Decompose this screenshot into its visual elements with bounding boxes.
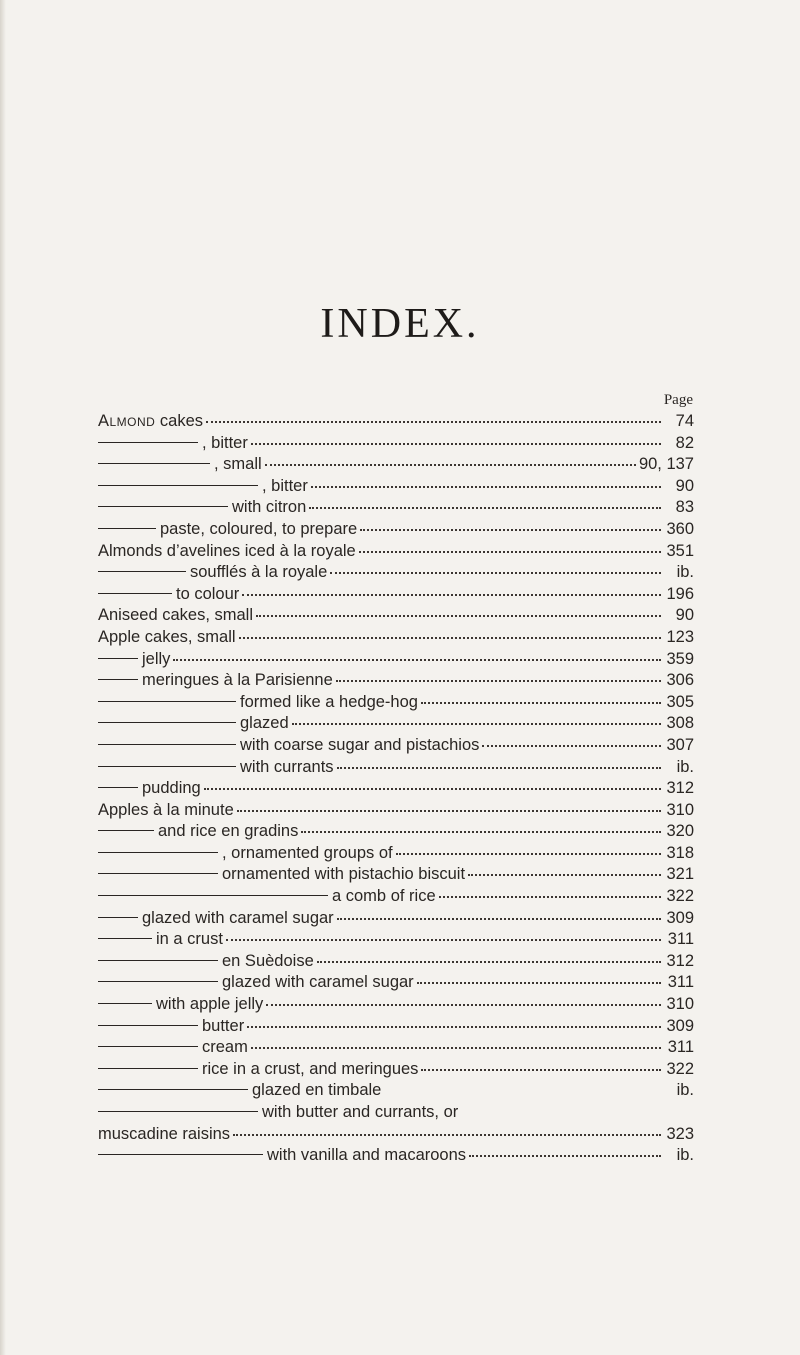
dot-leader	[265, 464, 636, 466]
dot-leader	[237, 810, 661, 812]
dot-leader	[396, 853, 661, 855]
entry-label	[98, 411, 203, 433]
ditto-dash	[98, 593, 172, 594]
entry-label	[267, 1145, 466, 1167]
dot-leader	[292, 723, 661, 725]
ditto-dash	[98, 528, 156, 529]
entry-label	[142, 778, 201, 800]
entry-text: with citron	[232, 498, 307, 517]
index-entry	[98, 411, 694, 433]
index-entry	[98, 1059, 694, 1081]
entry-label	[98, 605, 253, 627]
ditto-dash	[98, 1003, 152, 1004]
entry-page: ib.	[676, 563, 694, 582]
dot-leader	[359, 551, 661, 553]
entry-page: 323	[666, 1124, 694, 1143]
entry-label	[156, 929, 223, 951]
dot-leader	[469, 1155, 661, 1157]
entry-label	[176, 584, 239, 606]
index-entry	[98, 821, 694, 843]
ditto-dash	[98, 960, 218, 961]
index-entry	[98, 562, 694, 584]
entry-text: Aniseed cakes, small	[98, 606, 253, 625]
page-title: INDEX.	[320, 301, 480, 347]
index-entry	[98, 541, 694, 563]
entry-text: Apples à la minute	[98, 800, 234, 819]
entry-label	[332, 886, 436, 908]
entry-page: 351	[666, 541, 694, 560]
entry-page: 312	[666, 779, 694, 798]
entry-page: 311	[667, 930, 694, 949]
dot-leader	[301, 831, 661, 833]
entry-label	[240, 757, 334, 779]
dot-leader	[204, 788, 661, 790]
entry-page: 322	[666, 887, 694, 906]
index-entry	[98, 864, 694, 886]
index-entry	[98, 1016, 694, 1038]
entry-text: with vanilla and macaroons	[267, 1146, 467, 1165]
entry-label	[202, 1059, 418, 1081]
index-entry	[98, 994, 694, 1016]
entry-text: with coarse sugar and pistachios	[240, 735, 480, 754]
index-entry	[98, 433, 694, 455]
ditto-dash	[98, 506, 228, 507]
entry-text: glazed	[240, 714, 289, 733]
entry-page: 312	[666, 951, 694, 970]
dot-leader	[242, 594, 661, 596]
entry-label	[98, 800, 234, 822]
entry-label	[202, 433, 248, 455]
ditto-dash	[98, 571, 186, 572]
dot-leader	[206, 421, 661, 423]
entry-text: , small	[214, 455, 262, 474]
entry-text: pudding	[142, 779, 201, 798]
index-entry	[98, 454, 694, 476]
dot-leader	[226, 939, 661, 941]
index-entry	[98, 972, 694, 994]
dot-leader	[421, 1069, 661, 1071]
ditto-dash	[98, 917, 138, 918]
entry-label	[214, 454, 262, 476]
entry-page: 90, 137	[638, 455, 694, 474]
page-edge	[0, 0, 6, 1355]
entry-label	[142, 649, 170, 671]
index-entry	[98, 800, 694, 822]
entry-text: butter	[202, 1016, 245, 1035]
ditto-dash	[98, 442, 198, 443]
entry-label	[202, 1037, 248, 1059]
entry-label	[158, 821, 298, 843]
entry-page: 360	[666, 519, 694, 538]
entry-lead-word: Almond	[98, 412, 156, 430]
entry-text: and rice en gradins	[158, 822, 299, 841]
entry-page: 305	[666, 692, 694, 711]
ditto-dash	[98, 1111, 258, 1112]
index-entry	[98, 1080, 694, 1102]
index-entry	[98, 908, 694, 930]
ditto-dash	[98, 830, 154, 831]
entry-page: 321	[666, 865, 694, 884]
entry-text: glazed with caramel sugar	[222, 973, 414, 992]
entry-text: , ornamented groups of	[222, 843, 393, 862]
entry-text: ornamented with pistachio biscuit	[222, 865, 466, 884]
index-entry	[98, 713, 694, 735]
entry-text: paste, coloured, to prepare	[160, 519, 358, 538]
dot-leader	[309, 507, 661, 509]
ditto-dash	[98, 787, 138, 788]
dot-leader	[317, 961, 661, 963]
entry-text: cakes	[155, 412, 204, 430]
entry-page: ib.	[676, 1081, 694, 1100]
entry-page: 359	[666, 649, 694, 668]
dot-leader	[360, 529, 661, 531]
dot-leader	[421, 702, 661, 704]
index-entry	[98, 497, 694, 519]
entry-label	[240, 713, 289, 735]
entry-page: 82	[675, 433, 694, 452]
entry-label	[202, 1016, 244, 1038]
entry-page: 90	[675, 476, 694, 495]
index-entry	[98, 1145, 694, 1167]
index-entry	[98, 627, 694, 649]
entry-page: 318	[666, 843, 694, 862]
index-entry	[98, 605, 694, 627]
index-entry	[98, 584, 694, 606]
ditto-dash	[98, 938, 152, 939]
ditto-dash	[98, 1089, 248, 1090]
dot-leader	[468, 874, 661, 876]
entry-label	[232, 497, 306, 519]
entry-text: with currants	[240, 757, 334, 776]
index-entry	[98, 1037, 694, 1059]
ditto-dash	[98, 1154, 263, 1155]
dot-leader	[266, 1004, 661, 1006]
entry-label	[222, 864, 465, 886]
dot-leader	[256, 615, 661, 617]
index-entry	[98, 1102, 694, 1124]
entry-page: 90	[675, 606, 694, 625]
entry-page: ib.	[676, 1146, 694, 1165]
entry-text: glazed en timbale	[252, 1081, 382, 1100]
dot-leader	[239, 637, 661, 639]
index-entry	[98, 757, 694, 779]
dot-leader	[247, 1026, 661, 1028]
entry-text: muscadine raisins	[98, 1124, 231, 1143]
ditto-dash	[98, 1068, 198, 1069]
ditto-dash	[98, 981, 218, 982]
dot-leader	[337, 767, 661, 769]
entry-label	[142, 670, 333, 692]
page-column-heading: Page	[663, 392, 693, 408]
index-entry	[98, 692, 694, 714]
entry-page: ib.	[676, 757, 694, 776]
entry-page: 123	[666, 627, 694, 646]
entry-label	[240, 735, 479, 757]
dot-leader	[439, 896, 661, 898]
entry-text: formed like a hedge-hog	[240, 692, 418, 711]
entry-label	[190, 562, 327, 584]
index-entry	[98, 929, 694, 951]
entry-page: 311	[667, 973, 694, 992]
entry-page: 310	[666, 800, 694, 819]
entry-page: 83	[675, 498, 694, 517]
entry-text: meringues à la Parisienne	[142, 671, 333, 690]
dot-leader	[336, 680, 661, 682]
entry-label	[222, 951, 314, 973]
entry-label	[142, 908, 334, 930]
entry-page: 322	[666, 1059, 694, 1078]
index-entry	[98, 649, 694, 671]
entry-text: a comb of rice	[332, 887, 436, 906]
dot-leader	[173, 659, 661, 661]
entry-label	[240, 692, 418, 714]
dot-leader	[233, 1134, 661, 1136]
entry-page: 196	[666, 584, 694, 603]
index-entry	[98, 519, 694, 541]
index-entry	[98, 1124, 694, 1146]
ditto-dash	[98, 1046, 198, 1047]
entry-page: 320	[666, 822, 694, 841]
entry-text: cream	[202, 1038, 248, 1057]
ditto-dash	[98, 766, 236, 767]
index-entry	[98, 778, 694, 800]
entry-text: rice in a crust, and meringues	[202, 1059, 419, 1078]
ditto-dash	[98, 744, 236, 745]
index-entry	[98, 843, 694, 865]
entry-page: 311	[667, 1038, 694, 1057]
entry-text: en Suèdoise	[222, 951, 314, 970]
entry-text: Apple cakes, small	[98, 627, 236, 646]
ditto-dash	[98, 485, 258, 486]
entry-text: glazed with caramel sugar	[142, 908, 334, 927]
entry-text: jelly	[142, 649, 171, 668]
entry-page: 308	[666, 714, 694, 733]
entry-label	[222, 843, 393, 865]
entry-page: 309	[666, 1016, 694, 1035]
entry-text: , bitter	[202, 433, 248, 452]
ditto-dash	[98, 895, 328, 896]
entry-label	[98, 627, 236, 649]
entry-page: 310	[666, 995, 694, 1014]
entry-page: 309	[666, 908, 694, 927]
entry-text: to colour	[176, 584, 240, 603]
index-entry	[98, 670, 694, 692]
entry-text: in a crust	[156, 930, 223, 949]
entry-text: soufflés à la royale	[190, 563, 328, 582]
entry-label	[262, 476, 308, 498]
ditto-dash	[98, 701, 236, 702]
ditto-dash	[98, 463, 210, 464]
ditto-dash	[98, 679, 138, 680]
entry-page: 74	[675, 412, 694, 430]
entry-label	[98, 1124, 230, 1146]
dot-leader	[417, 982, 661, 984]
ditto-dash	[98, 722, 236, 723]
entry-label	[252, 1080, 381, 1102]
entry-label	[98, 541, 356, 563]
entry-label	[156, 994, 263, 1016]
dot-leader	[251, 443, 661, 445]
entry-text: , bitter	[262, 476, 308, 495]
ditto-dash	[98, 873, 218, 874]
ditto-dash	[98, 852, 218, 853]
ditto-dash	[98, 1025, 198, 1026]
entry-label	[262, 1102, 458, 1124]
entry-text: Almonds d’avelines iced à la royale	[98, 541, 356, 560]
ditto-dash	[98, 658, 138, 659]
index-list	[98, 411, 694, 1167]
entry-text: with butter and currants, or	[262, 1103, 459, 1121]
dot-leader	[482, 745, 661, 747]
entry-text: with apple jelly	[156, 995, 264, 1014]
entry-label	[160, 519, 357, 541]
entry-page: 307	[666, 735, 694, 754]
dot-leader	[337, 918, 661, 920]
index-entry	[98, 735, 694, 757]
dot-leader	[330, 572, 661, 574]
dot-leader	[311, 486, 661, 488]
index-entry	[98, 476, 694, 498]
index-entry	[98, 886, 694, 908]
index-entry	[98, 951, 694, 973]
dot-leader	[251, 1047, 661, 1049]
entry-page: 306	[666, 671, 694, 690]
entry-label	[222, 972, 414, 994]
